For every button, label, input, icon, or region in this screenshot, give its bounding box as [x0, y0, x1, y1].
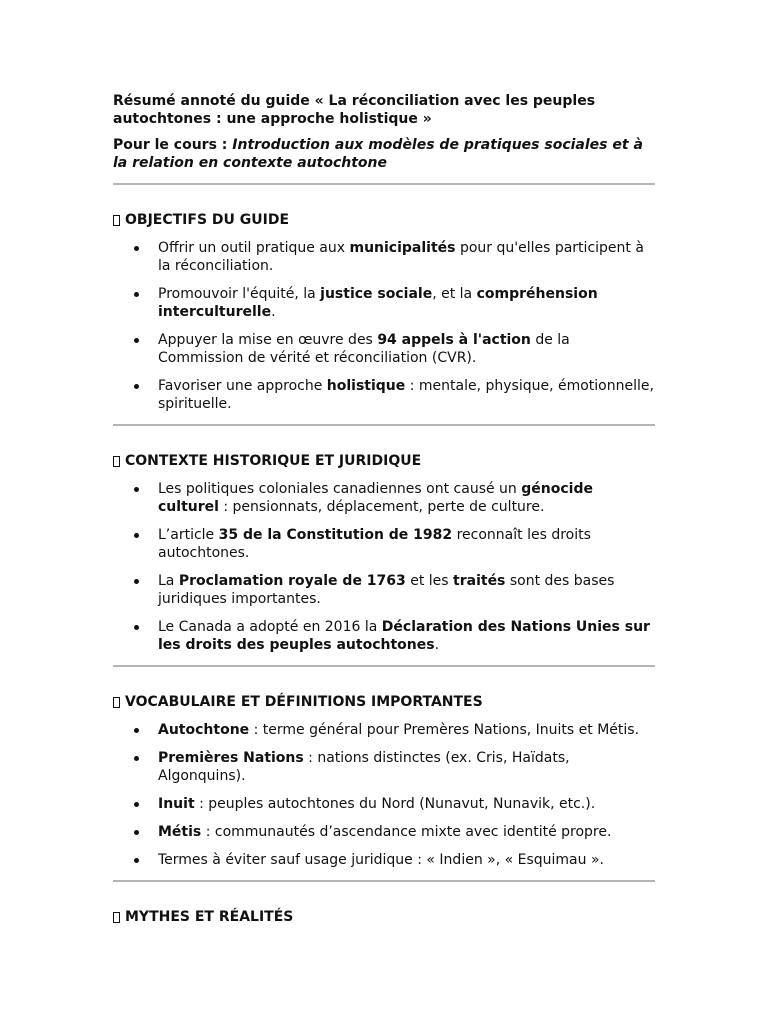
document-title: Résumé annoté du guide « La réconciliation avec les peuples autochtones : une approche holistique »	[113, 93, 596, 127]
text-segment: : pensionnats, déplacement, perte de culture.	[218, 499, 545, 515]
text-segment: et les	[405, 573, 454, 589]
list-item	[113, 331, 655, 367]
section-heading-contexte	[113, 452, 655, 470]
text-segment: .	[271, 304, 276, 320]
text-segment: Favoriser une approche	[158, 378, 327, 394]
section-heading-objectifs	[113, 211, 655, 229]
list-item	[113, 618, 655, 654]
bold-term: municipalités	[349, 240, 456, 256]
missing-glyph-icon	[113, 215, 120, 226]
course-line	[113, 136, 655, 172]
text-segment: Termes à éviter sauf usage juridique : « Indien », « Esquimau ».	[158, 852, 604, 868]
list-item	[113, 851, 655, 869]
bold-term: génocide culturel	[158, 481, 593, 515]
missing-glyph-icon	[113, 912, 120, 923]
text-segment: : nations distinctes (ex. Cris, Haïdats, Algonquins).	[158, 750, 570, 784]
section-heading-text: VOCABULAIRE ET DÉFINITIONS IMPORTANTES	[125, 694, 483, 710]
text-segment: de la Commission de vérité et réconciliation (CVR).	[158, 332, 570, 366]
text-segment: : communautés d’ascendance mixte avec identité propre.	[201, 824, 612, 840]
text-segment: La	[158, 573, 179, 589]
bullet-icon	[134, 533, 139, 538]
text-segment: pour qu'elles participent à la réconciliation.	[158, 240, 644, 274]
list-item	[113, 572, 655, 608]
bullet-icon	[134, 625, 139, 630]
text-segment: Le Canada a adopté en 2016 la	[158, 619, 382, 635]
bold-term: Inuit	[158, 796, 195, 812]
bullet-icon	[134, 487, 139, 492]
section-heading-vocabulaire	[113, 693, 655, 711]
section-heading-text: MYTHES ET RÉALITÉS	[125, 909, 294, 925]
text-segment: : peuples autochtones du Nord (Nunavut, Nunavik, etc.).	[194, 796, 596, 812]
bullet-icon	[134, 830, 139, 835]
bullet-list-vocabulaire	[113, 721, 655, 869]
bullet-icon	[134, 338, 139, 343]
bold-term: Proclamation royale de 1763	[178, 573, 406, 589]
missing-glyph-icon	[113, 456, 120, 467]
text-segment: , et la	[432, 286, 477, 302]
section-heading-text: CONTEXTE HISTORIQUE ET JURIDIQUE	[125, 453, 422, 469]
bold-term: compréhension interculturelle	[158, 286, 598, 320]
bold-term: 94 appels à l'action	[377, 332, 531, 348]
list-item	[113, 285, 655, 321]
bullet-icon	[134, 756, 139, 761]
bullet-icon	[134, 858, 139, 863]
bullet-icon	[134, 579, 139, 584]
bold-term: Autochtone	[158, 722, 250, 738]
text-segment: sont des bases juridiques importantes.	[158, 573, 615, 607]
list-item	[113, 526, 655, 562]
bullet-icon	[134, 728, 139, 733]
bold-term: 35 de la Constitution de 1982	[218, 527, 453, 543]
bold-term: traités	[453, 573, 506, 589]
list-item	[113, 480, 655, 516]
course-prefix: Pour le cours :	[113, 137, 233, 153]
list-item	[113, 795, 655, 813]
bold-term: Déclaration des Nations Unies sur les droits des peuples autochtones	[158, 619, 650, 653]
list-item	[113, 239, 655, 275]
bold-term: holistique	[326, 378, 406, 394]
bold-term: Premières Nations	[158, 750, 304, 766]
section-heading-text: OBJECTIFS DU GUIDE	[125, 212, 290, 228]
text-segment: Promouvoir l'équité, la	[158, 286, 321, 302]
bullet-icon	[134, 384, 139, 389]
section-heading-mythes	[113, 908, 655, 926]
text-segment: reconnaît les droits autochtones.	[158, 527, 591, 561]
text-segment: : mentale, physique, émotionnelle, spirituelle.	[158, 378, 654, 412]
bold-term: Métis	[158, 824, 202, 840]
text-segment: Appuyer la mise en œuvre des	[158, 332, 378, 348]
bullet-icon	[134, 292, 139, 297]
list-item	[113, 749, 655, 785]
list-item	[113, 823, 655, 841]
text-segment: L’article	[158, 527, 219, 543]
list-item	[113, 377, 655, 413]
list-item	[113, 721, 655, 739]
bullet-list-contexte	[113, 480, 655, 654]
bullet-icon	[134, 802, 139, 807]
text-segment: Offrir un outil pratique aux	[158, 240, 350, 256]
missing-glyph-icon	[113, 697, 120, 708]
bullet-icon	[134, 246, 139, 251]
course-name: Introduction aux modèles de pratiques sociales et à la relation en contexte autochtone	[113, 137, 643, 171]
text-segment: .	[434, 637, 440, 653]
text-segment: Les politiques coloniales canadiennes ont causé un	[158, 481, 522, 497]
text-segment: : terme général pour Premères Nations, Inuits et Métis.	[249, 722, 640, 738]
bold-term: justice sociale	[320, 286, 433, 302]
bullet-list-objectifs	[113, 239, 655, 413]
